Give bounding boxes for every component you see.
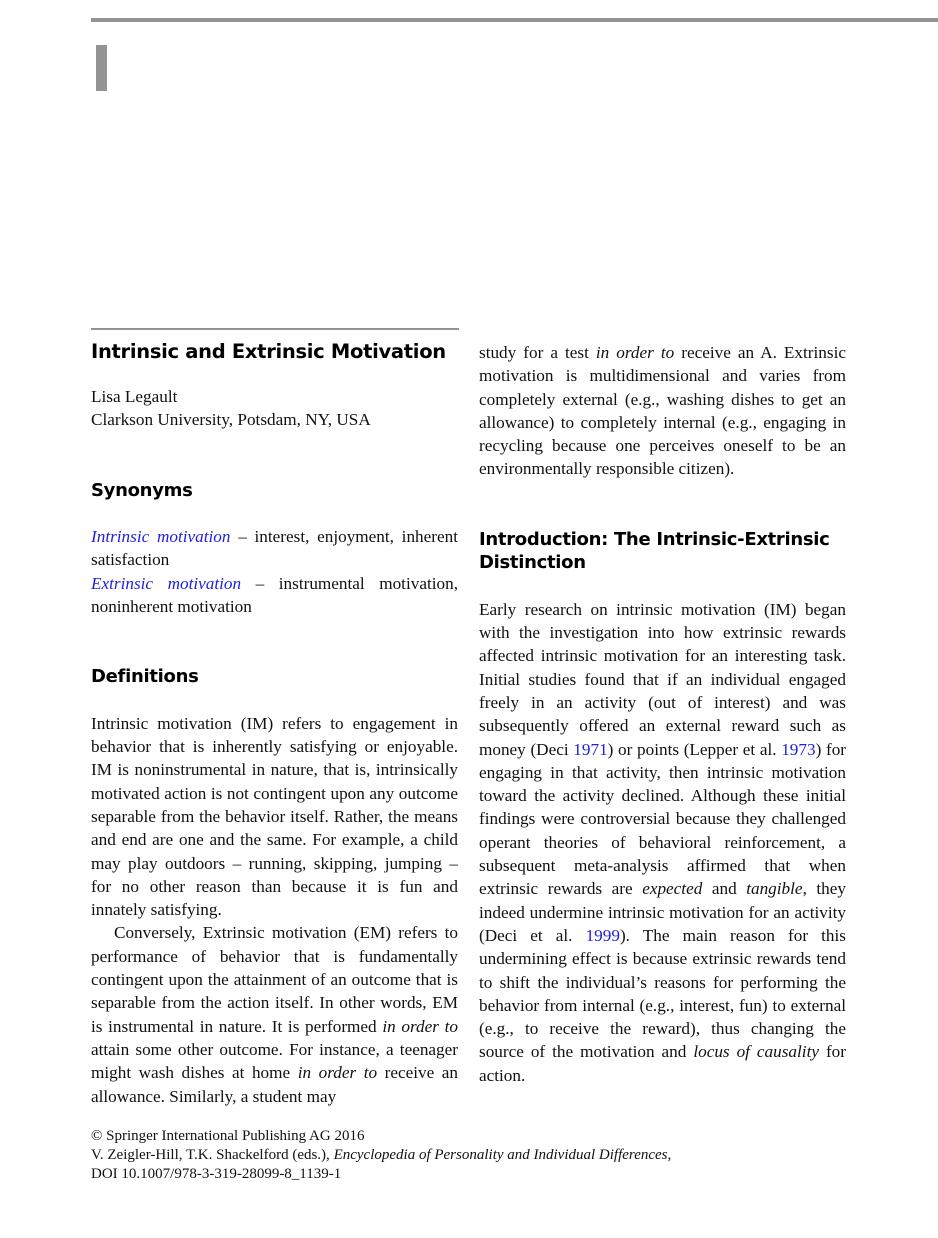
emphasis: locus of causality [693, 1042, 819, 1062]
introduction-paragraph [479, 598, 846, 1087]
citation-link[interactable]: 1971 [573, 739, 608, 759]
synonym-separator: – [241, 573, 279, 593]
text-run: ) for engaging in that activity, then intrinsic motivation toward the activity declined. Although these initial findings were controversial because they challenged operant theories of behavioral reinforcement, a subsequent meta-analysis affirmed that when extrinsic rewards are [479, 739, 847, 899]
text-run: for action. [479, 1042, 846, 1085]
title-rule [91, 328, 459, 330]
emphasis: expected [642, 879, 703, 899]
synonym-item [91, 572, 458, 619]
right-column [479, 341, 846, 1087]
page-footer [91, 1127, 671, 1184]
text-run: attain some other outcome. For instance, a teenager might wash dishes at home [91, 1039, 458, 1083]
top-rule [91, 18, 938, 22]
doi: DOI 10.1007/978-3-319-28099-8_1139-1 [91, 1166, 342, 1182]
emphasis: in order to [297, 1063, 378, 1083]
synonyms-heading: Synonyms [91, 479, 193, 501]
thumb-index-tab [96, 45, 107, 91]
text-run: ). The main reason for this undermining effect is because extrinsic rewards tend to shift the individual’s reasons for performing the behavior from internal (e.g., interest, fun) to external (e.g., to receive the reward), thus changing the source of the motivation and [479, 925, 846, 1062]
text-run: Conversely, Extrinsic motivation (EM) refers to performance of behavior that is fundamentally contingent upon the attainment of an outcome that is separable from the action itself. In other words, EM is instrumental in nature. It is performed [91, 923, 458, 1036]
definitions-heading: Definitions [91, 666, 199, 688]
definitions-paragraph-2-continued [479, 341, 846, 481]
copyright-notice: © Springer International Publishing AG 2016 [91, 1128, 365, 1144]
introduction-heading: Introduction: The Intrinsic-Extrinsic Distinction [479, 528, 830, 574]
author-affiliation: Clarkson University, Potsdam, NY, USA [91, 410, 371, 430]
citation-line [91, 1146, 671, 1165]
left-column [91, 328, 458, 1108]
emphasis: in order to [595, 343, 675, 362]
editors: V. Zeigler-Hill, T.K. Shackelford (eds.), [91, 1147, 334, 1163]
text-run: receive an A. Extrinsic motivation is multidimensional and varies from completely external (e.g., washing dishes to get an allowance) to completely internal (e.g., engaging in recycling because one perceives oneself to be an environmentally responsible citizen). [479, 343, 846, 479]
punctuation: , [667, 1147, 672, 1163]
synonym-separator: – [230, 527, 255, 547]
emphasis: in order to [382, 1016, 458, 1036]
author-name: Lisa Legault [91, 387, 178, 406]
book-title: Encyclopedia of Personality and Individual Differences [333, 1147, 668, 1163]
text-run: , they indeed undermine intrinsic motivation for an activity (Deci et al. [479, 879, 846, 945]
text-run: study for a test [479, 343, 596, 362]
synonym-text: interest, enjoyment, inherent satisfaction [91, 527, 458, 570]
synonym-term-link[interactable]: Extrinsic motivation [91, 573, 242, 593]
definitions-paragraph-1: Intrinsic motivation (IM) refers to engagement in behavior that is inherently satisfying or enjoyable. IM is noninstrumental in nature, that is, intrinsically motivated action is not contingent upon any outcome separable from the behavior itself. Rather, the means and end are one and the same. For example, a child may play outdoors – running, skipping, jumping – for no other reason than because it is fun and innately satisfying. [91, 713, 458, 920]
article-title: Intrinsic and Extrinsic Motivation [91, 340, 446, 363]
text-run: ) or points (Lepper et al. [607, 739, 782, 759]
synonym-item [91, 525, 458, 572]
synonym-text: instrumental motivation, noninherent motivation [91, 573, 458, 616]
citation-link[interactable]: 1999 [585, 925, 620, 945]
citation-link[interactable]: 1973 [781, 739, 816, 759]
synonym-term-link[interactable]: Intrinsic motivation [91, 527, 231, 547]
definitions-paragraph-2 [91, 921, 458, 1107]
text-run: and [702, 879, 747, 899]
emphasis: tangible [746, 879, 803, 899]
text-run: Early research on intrinsic motivation (IM) began with the investigation into how extrinsic rewards affected intrinsic motivation for an interesting task. Initial studies found that if an individual engaged freely in an activity (out of interest) and was subsequently offered an external reward such as money (Deci [479, 599, 846, 759]
text-run: receive an allowance. Similarly, a student may [91, 1063, 458, 1106]
